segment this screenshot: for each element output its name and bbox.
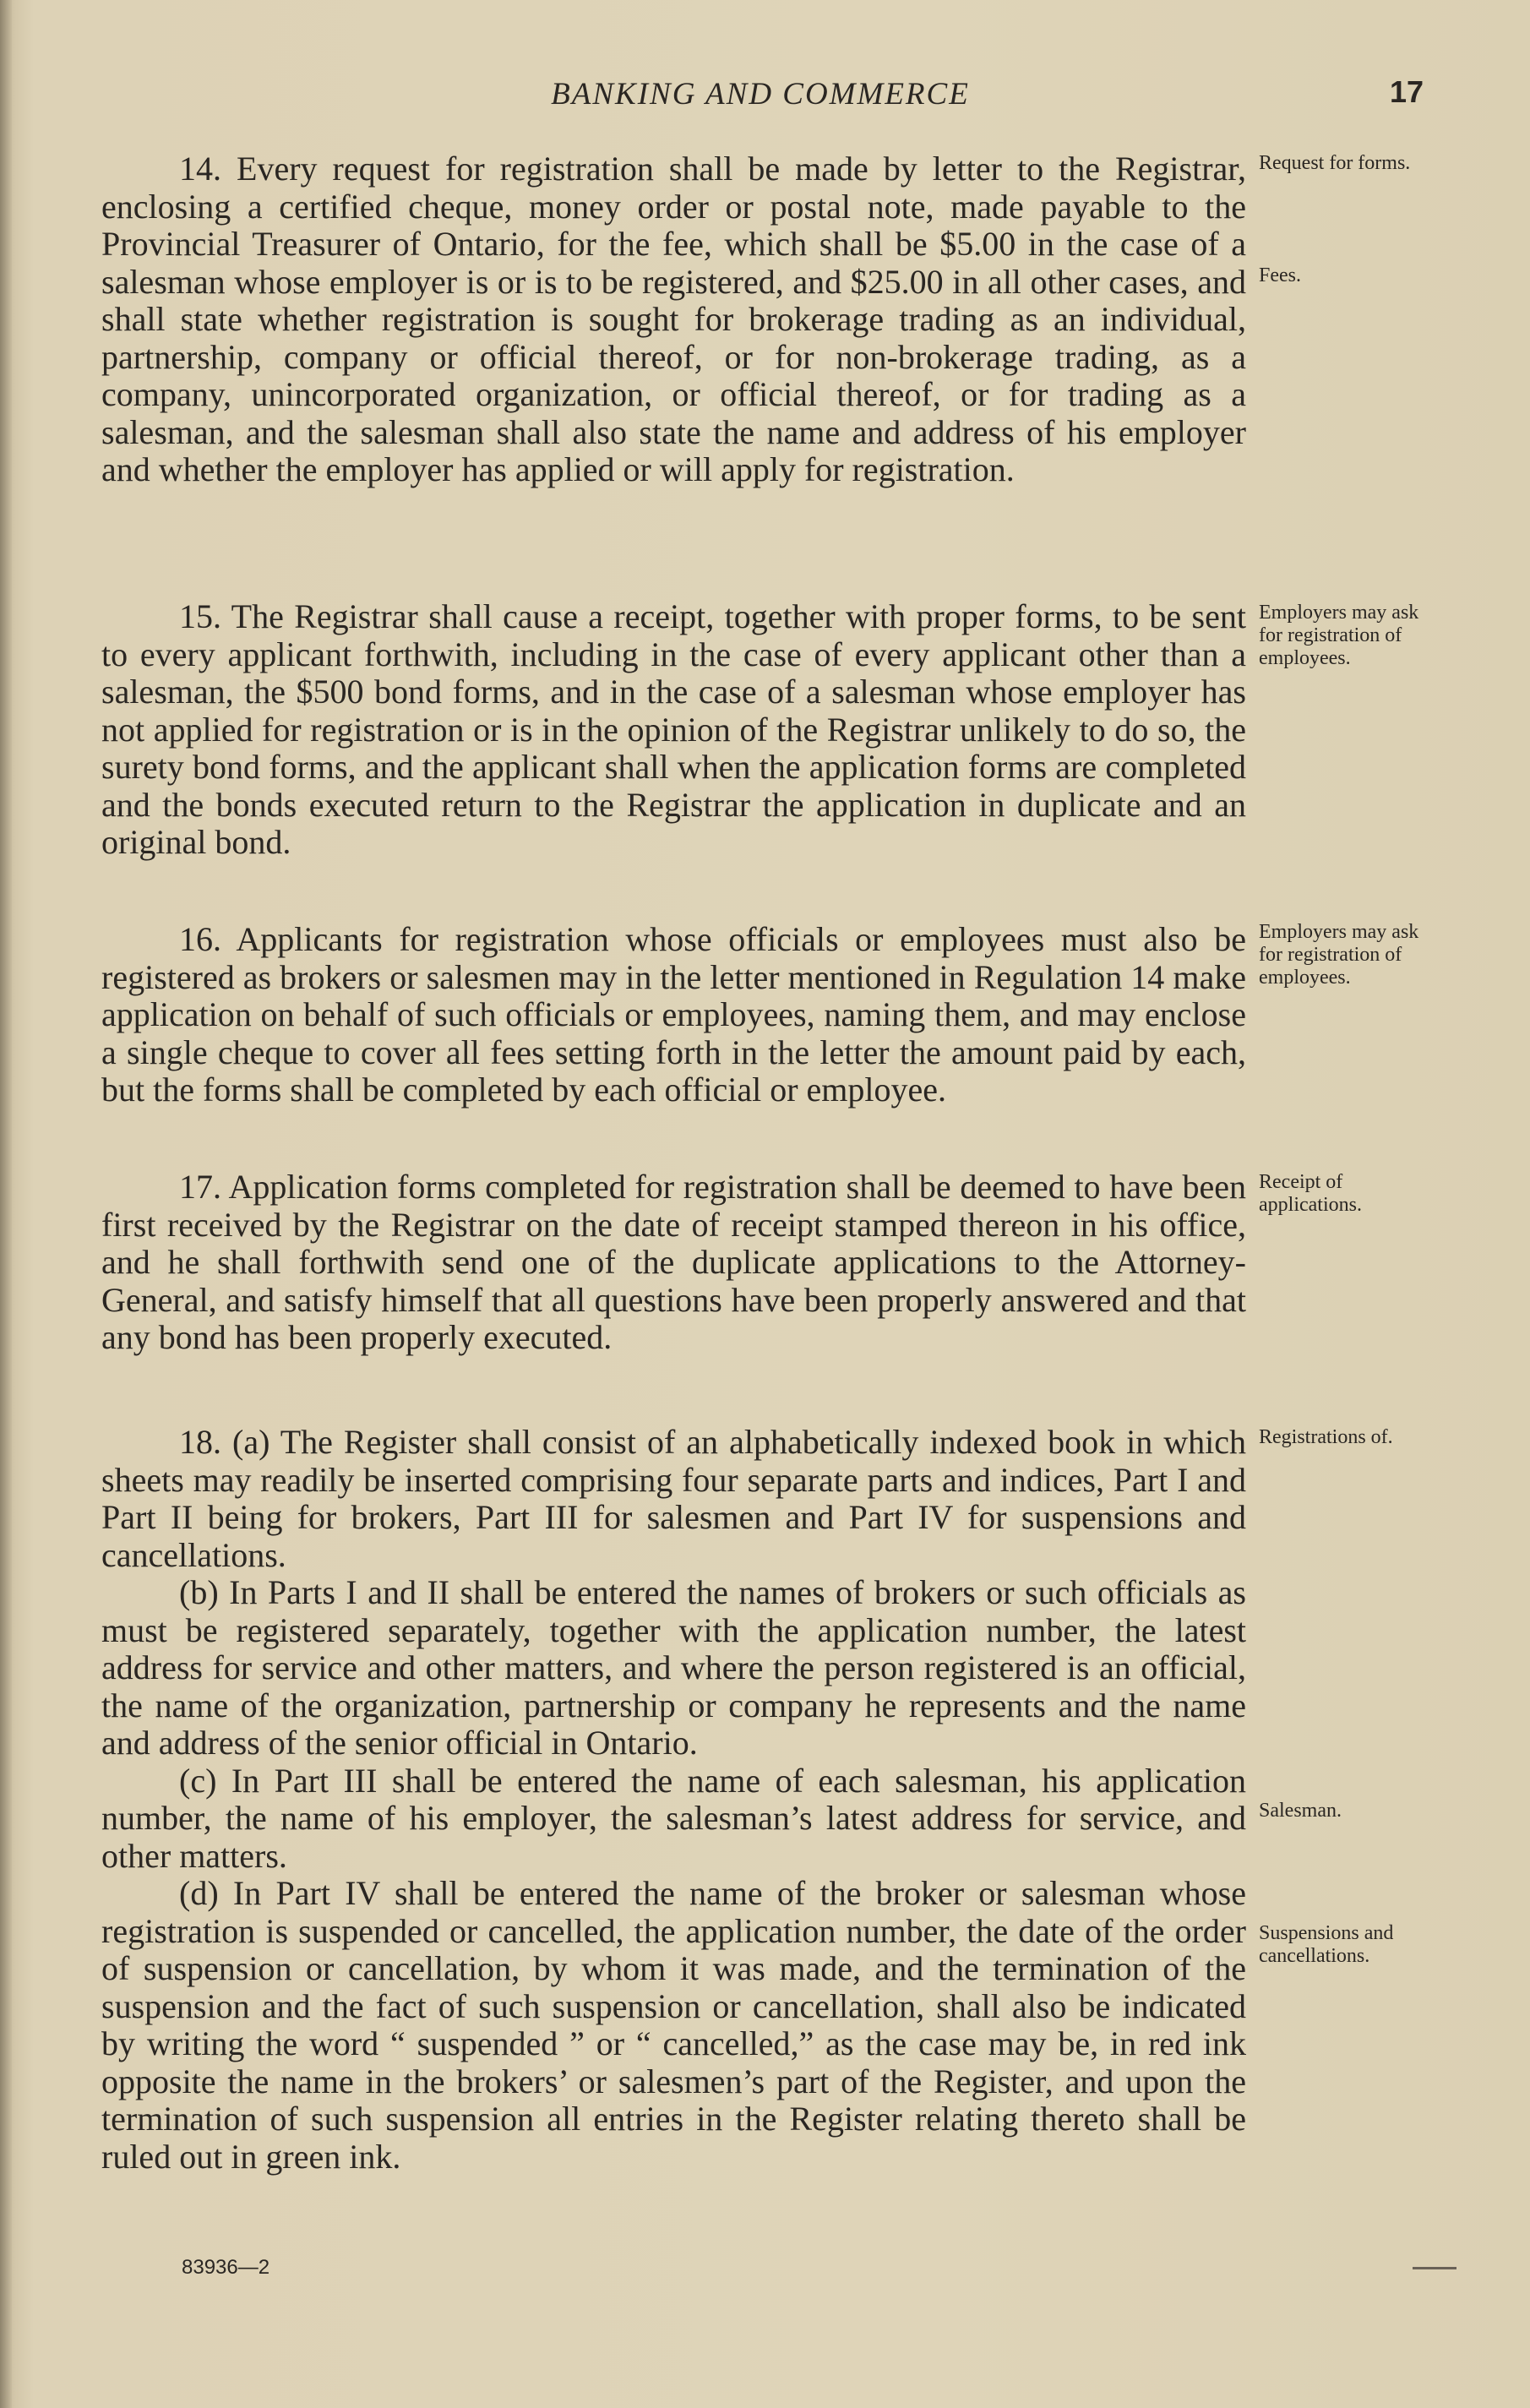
margin-note-request-for-forms: Request for forms. [1259,152,1411,174]
section-17 [101,1169,1246,1357]
section-16 [101,921,1246,1109]
section-15 [101,598,1246,862]
section-17-text: 17. Application forms completed for registration shall be deemed to have been first received by the Registrar on the date of receipt stamped thereon in his office, and he shall forthwith send one of the duplicate applications to the Attorney-General, and satisfy himself that all questions have been properly answered and that any bond has been properly executed. [101,1168,1246,1356]
section-18 [101,1424,1246,2176]
margin-note-receipt-of-applications: Receipt of applications. [1259,1171,1362,1216]
page-number: 17 [1390,74,1424,109]
section-15-text: 15. The Registrar shall cause a receipt, together with proper forms, to be sent to every applicant forthwith, including in the case of every applicant other than a salesman, the $500 bond forms, and in the case of a salesman whose employer has not applied for registration or is in the opinion of the Registrar unlikely to do so, the surety bond forms, and the applicant shall when the application forms are completed and the bonds executed return to the Registrar the application in duplicate and an original bond. [101,597,1246,861]
margin-note-salesman: Salesman. [1259,1800,1342,1822]
section-18d-text: (d) In Part IV shall be entered the name of the broker or salesman whose registration is suspended or cancelled, the application number, the date of the order of suspension or cancellation, by whom it was made, and the termination of the suspension and the fact of such suspension or cancellation, shall also be indicated by writing the word “ suspended ” or “ cancelled,” as the case may be, in red ink opposite the name in the brokers’ or salesmen’s part of the Register, and upon the termination of such suspension all entries in the Register relating thereto shall be ruled out in green ink. [101,1874,1246,2176]
margin-note-registrations: Registrations of. [1259,1426,1393,1448]
section-16-text: 16. Applicants for registration whose officials or employees must also be registered as brokers or salesmen may in the letter mentioned in Regulation 14 make application on behalf of such officials or employees, naming them, and may enclose a single cheque to cover all fees setting forth in the letter the amount paid by each, but the forms shall be completed by each official or employee. [101,920,1246,1109]
margin-note-suspensions: Suspensions and cancellations. [1259,1922,1394,1967]
margin-note-return-of-forms: Employers may ask for registration of employees. [1259,602,1419,669]
margin-note-fees: Fees. [1259,264,1301,286]
page-binding-shadow [0,0,12,2408]
footer-code: 83936—2 [182,2256,270,2279]
margin-note-employers: Employers may ask for registration of employees. [1259,921,1419,989]
running-head: BANKING AND COMMERCE [551,77,970,112]
section-14 [101,150,1246,489]
section-18a-text: 18. (a) The Register shall consist of an alphabetically indexed book in which sheets may readily be inserted comprising four separate parts and indices, Part I and Part II being for brokers, Part III for salesmen and Part IV for suspensions and cancellations. [101,1423,1246,1574]
section-18c-text: (c) In Part III shall be entered the name of each salesman, his application number, the name of his employer, the salesman’s latest address for service, and other matters. [101,1761,1246,1875]
section-18b-text: (b) In Parts I and II shall be entered the names of brokers or such officials as must be registered separately, together with the application number, the latest address for service and other matters, and where the person registered is an official, the name of the organization, partnership or company he represents and the name and address of the senior official in Ontario. [101,1573,1246,1762]
section-14-text: 14. Every request for registration shall be made by letter to the Registrar, enclosing a certified cheque, money order or postal note, made payable to the Provincial Treasurer of Ontario, for the fee, which shall be $5.00 in the case of a salesman whose employer is or is to be registered, and $25.00 in all other cases, and shall state whether registration is sought for brokerage trading as an individual, partnership, company or official thereof, or for non-brokerage trading, as a company, unincorporated organization, or official thereof, or for trading as a salesman, and the salesman shall also state the name and address of his employer and whether the employer has applied or will apply for registration. [101,150,1246,488]
footer-rule [1413,2267,1456,2269]
